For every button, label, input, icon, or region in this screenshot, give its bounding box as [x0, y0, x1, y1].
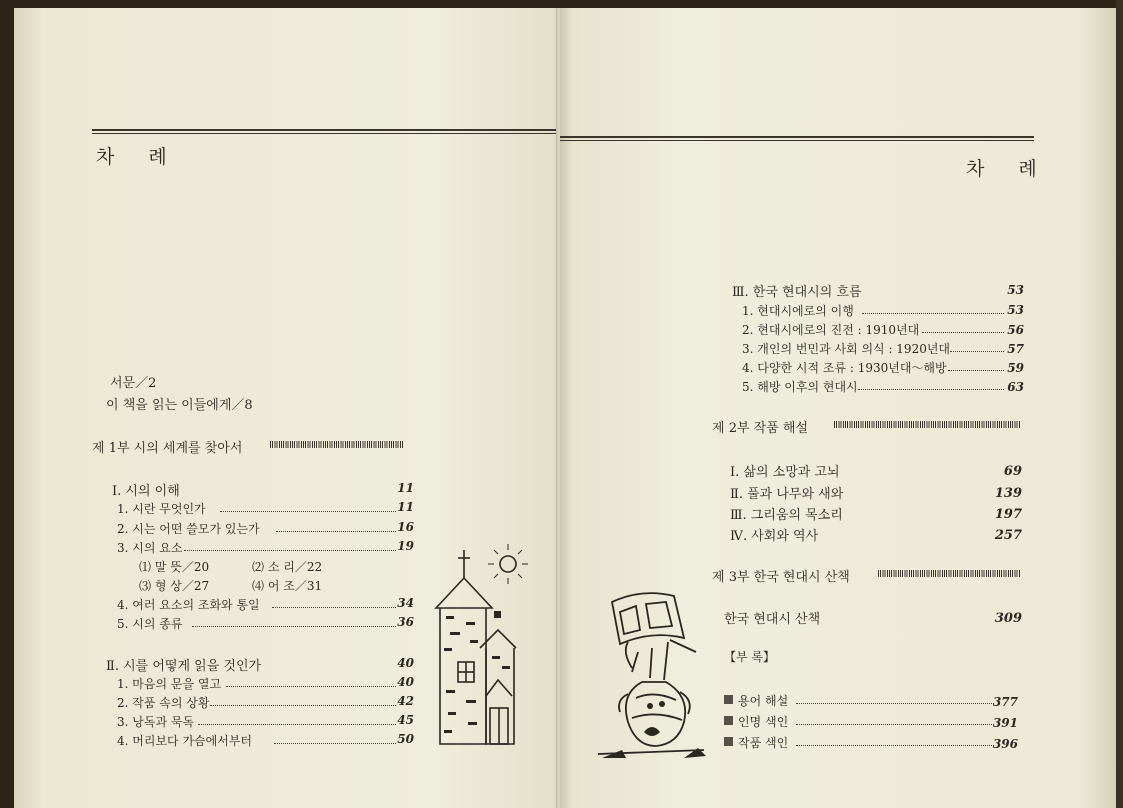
- toc-item: 2. 작품 속의 상황: [117, 696, 210, 710]
- toc-item: 3. 개인의 번민과 사회 의식 : 1920년대: [742, 342, 951, 356]
- header-rule: [560, 136, 1034, 141]
- toc-page: 139: [994, 486, 1022, 501]
- house-illustration: [422, 540, 532, 750]
- toc-item: 4. 다양한 시적 조류 : 1930년대～해방: [742, 361, 947, 375]
- part-heading-3: 제 3부 한국 현대시 산책: [712, 570, 850, 585]
- chapter-page: 11: [397, 481, 414, 495]
- toc-page: 42: [397, 694, 414, 708]
- toc-page: 45: [397, 713, 414, 727]
- header-rule: [92, 129, 560, 134]
- part-heading-1: 제 1부 시의 세계를 찾아서: [92, 441, 243, 456]
- part2-item: Ⅲ. 그리움의 목소리: [730, 508, 843, 523]
- leader: [862, 313, 1004, 314]
- page-header: 차 례: [96, 146, 181, 168]
- toc-page: 257: [994, 528, 1022, 543]
- square-bullet-icon: [724, 737, 733, 746]
- chapter-page: 53: [1007, 283, 1024, 297]
- toc-item: 3. 낭독과 묵독: [117, 715, 195, 729]
- toc-page: 69: [1003, 464, 1022, 479]
- toc-subitem: ⑷ 어 조／31: [252, 579, 323, 593]
- toc-item: 5. 시의 종류: [117, 617, 183, 631]
- leader: [226, 686, 396, 687]
- leader: [184, 550, 396, 551]
- toc-page: 53: [1007, 303, 1024, 317]
- toc-item: 4. 여러 요소의 조화와 통일: [117, 598, 260, 612]
- leader: [858, 389, 1004, 390]
- appendix-item: 인명 색인: [738, 715, 789, 729]
- toc-preface: 서문／2: [110, 376, 157, 391]
- right-page: [560, 8, 1116, 808]
- part-heading-2: 제 2부 작품 해설: [712, 421, 809, 436]
- appendix-heading: 【부 록】: [724, 650, 775, 664]
- leader: [796, 703, 994, 704]
- toc-page: 19: [397, 539, 414, 553]
- leader: [220, 511, 396, 512]
- leader: [796, 745, 994, 746]
- toc-page: 309: [994, 611, 1022, 626]
- toc-page: 40: [397, 675, 414, 689]
- left-page: [14, 8, 560, 808]
- leader: [198, 724, 396, 725]
- toc-page: 391: [992, 716, 1018, 730]
- toc-page: 396: [992, 737, 1018, 751]
- toc-item: 2. 시는 어떤 쓸모가 있는가: [117, 522, 260, 536]
- appendix-item: 작품 색인: [738, 736, 789, 750]
- toc-page: 63: [1007, 380, 1024, 394]
- toc-item: 1. 마음의 문을 열고: [117, 677, 222, 691]
- part3-item: 한국 현대시 산책: [724, 612, 821, 627]
- part2-item: Ⅱ. 풀과 나무와 새와: [730, 487, 844, 502]
- chapter-page: 40: [397, 656, 414, 670]
- toc-page: 377: [992, 695, 1018, 709]
- toc-page: 59: [1007, 361, 1024, 375]
- toc-subitem: ⑵ 소 리／22: [252, 560, 323, 574]
- toc-page: 50: [397, 732, 414, 746]
- square-bullet-icon: [724, 695, 733, 704]
- part-hatch: [834, 421, 1020, 428]
- toc-item: 1. 시란 무엇인가: [117, 502, 206, 516]
- toc-subitem: ⑴ 말 뜻／20: [139, 560, 210, 574]
- square-bullet-icon: [724, 716, 733, 725]
- toc-page: 57: [1007, 342, 1024, 356]
- chapter-title: Ⅱ. 시를 어떻게 읽을 것인가: [106, 659, 262, 674]
- toc-page: 34: [397, 596, 414, 610]
- leader: [192, 626, 396, 627]
- chapter-title: Ⅲ. 한국 현대시의 흐름: [732, 285, 862, 300]
- leader: [796, 724, 994, 725]
- toc-page: 197: [994, 507, 1022, 522]
- part-hatch: [270, 441, 404, 448]
- toc-intro: 이 책을 읽는 이들에게／8: [106, 398, 253, 413]
- toc-item: 5. 해방 이후의 현대시: [742, 380, 858, 394]
- toc-item: 2. 현대시에로의 진전 : 1910년대: [742, 323, 920, 337]
- toc-page: 16: [397, 520, 414, 534]
- toc-subitem: ⑶ 형 상／27: [139, 579, 210, 593]
- part2-item: Ⅳ. 사회와 역사: [730, 529, 819, 544]
- toc-item: 4. 머리보다 가슴에서부터: [117, 734, 252, 748]
- vase-illustration: [592, 582, 712, 762]
- page-header: 차 례: [966, 158, 1051, 180]
- leader: [210, 705, 396, 706]
- toc-page: 56: [1007, 323, 1024, 337]
- chapter-title: Ⅰ. 시의 이해: [112, 484, 180, 499]
- part2-item: Ⅰ. 삶의 소망과 고뇌: [730, 465, 840, 480]
- toc-item: 3. 시의 요소: [117, 541, 183, 555]
- toc-page: 11: [397, 500, 414, 514]
- appendix-item: 용어 해설: [738, 694, 789, 708]
- toc-page: 36: [397, 615, 414, 629]
- toc-item: 1. 현대시에로의 이행: [742, 304, 854, 318]
- part-hatch: [878, 570, 1020, 577]
- book-edge: [1116, 0, 1123, 808]
